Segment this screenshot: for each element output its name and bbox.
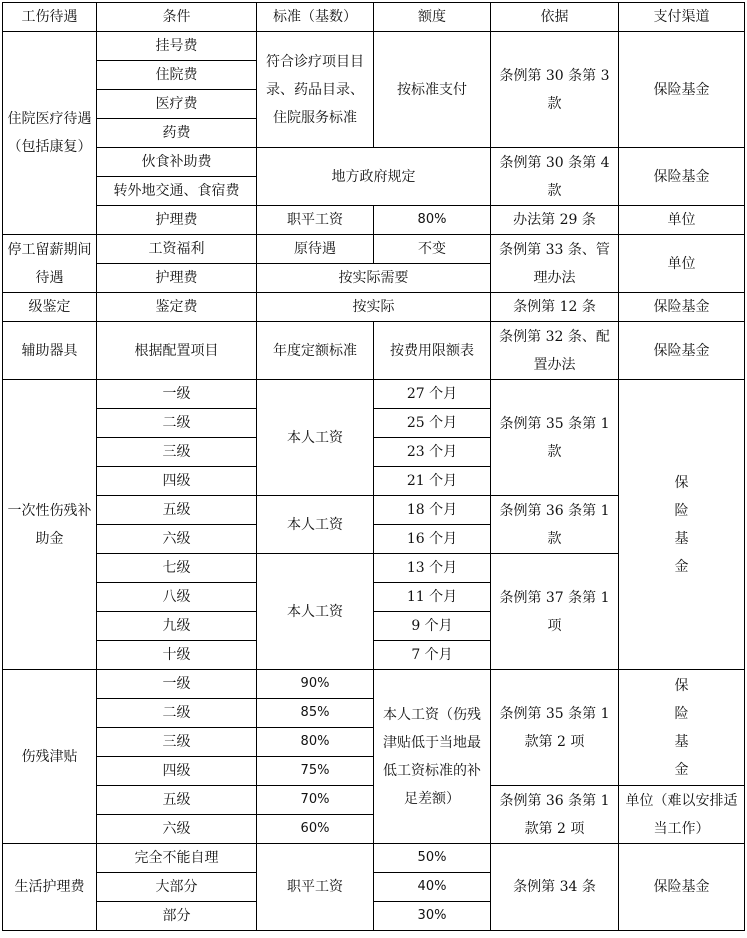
channel-cell: 保险基金 [619,322,745,380]
category-cell: 住院医疗待遇（包括康复） [3,32,97,235]
condition-cell: 完全不能自理 [97,844,257,873]
condition-cell: 根据配置项目 [97,322,257,380]
condition-cell: 大部分 [97,873,257,902]
injury-benefits-table [2,2,745,931]
category-cell: 伤残津贴 [3,670,97,844]
standard-cell: 地方政府规定 [257,148,491,206]
percent-cell: 60% [257,815,374,844]
basis-cell: 条例第 30 条第 3 款 [491,32,619,148]
basis-cell: 条例第 35 条第 1 款 [491,380,619,496]
header-cell: 额度 [374,3,491,32]
standard-cell: 原待遇 [257,235,374,264]
channel-char: 金 [674,558,689,575]
basis-cell: 条例第 37 条第 1 项 [491,554,619,670]
level-cell: 四级 [97,757,257,786]
header-row [3,3,745,32]
standard-cell: 职平工资 [257,206,374,235]
table-row [3,380,745,409]
standard-cell: 按实际 [257,293,491,322]
amount-cell: 不变 [374,235,491,264]
channel-char: 险 [674,705,689,722]
condition-cell: 部分 [97,902,257,931]
level-cell: 二级 [97,699,257,728]
percent-cell: 50% [374,844,491,873]
channel-char: 保 [674,677,689,694]
basis-cell: 条例第 30 条第 4 款 [491,148,619,206]
channel-char: 金 [674,761,689,778]
table-row [3,32,745,61]
table-row [3,322,745,380]
condition-cell: 鉴定费 [97,293,257,322]
months-cell: 7 个月 [374,641,491,670]
level-cell: 六级 [97,525,257,554]
category-cell: 辅助器具 [3,322,97,380]
standard-cell: 本人工资 [257,554,374,670]
basis-cell: 条例第 32 条、配置办法 [491,322,619,380]
level-cell: 七级 [97,554,257,583]
channel-cell: 保险基金 [619,844,745,931]
channel-cell [619,380,745,670]
standard-cell: 本人工资 [257,496,374,554]
basis-cell: 条例第 34 条 [491,844,619,931]
basis-cell: 条例第 12 条 [491,293,619,322]
percent-cell: 75% [257,757,374,786]
header-cell: 支付渠道 [619,3,745,32]
channel-cell: 单位 [619,235,745,293]
condition-cell: 住院费 [97,61,257,90]
basis-cell: 办法第 29 条 [491,206,619,235]
standard-cell: 符合诊疗项目目录、药品目录、住院服务标准 [257,32,374,148]
table-row [3,670,745,699]
header-cell: 条件 [97,3,257,32]
category-cell: 级鉴定 [3,293,97,322]
percent-cell: 85% [257,699,374,728]
amount-cell: 按标准支付 [374,32,491,148]
level-cell: 九级 [97,612,257,641]
header-cell: 依据 [491,3,619,32]
level-cell: 六级 [97,815,257,844]
category-cell: 一次性伤残补助金 [3,380,97,670]
basis-cell: 条例第 33 条、管理办法 [491,235,619,293]
amount-cell: 本人工资（伤残津贴低于当地最低工资标准的补足差额） [374,670,491,844]
header-cell: 工伤待遇 [3,3,97,32]
channel-cell: 保险基金 [619,148,745,206]
condition-cell: 转外地交通、食宿费 [97,177,257,206]
percent-cell: 40% [374,873,491,902]
months-cell: 18 个月 [374,496,491,525]
percent-cell: 90% [257,670,374,699]
condition-cell: 护理费 [97,264,257,293]
months-cell: 21 个月 [374,467,491,496]
table-row [3,206,745,235]
table-row [3,844,745,873]
percent-cell: 80% [257,728,374,757]
months-cell: 16 个月 [374,525,491,554]
condition-cell: 护理费 [97,206,257,235]
channel-char: 基 [674,530,689,547]
level-cell: 二级 [97,409,257,438]
condition-cell: 挂号费 [97,32,257,61]
level-cell: 八级 [97,583,257,612]
standard-cell: 本人工资 [257,380,374,496]
standard-cell: 按实际需要 [257,264,491,293]
months-cell: 23 个月 [374,438,491,467]
channel-char: 基 [674,733,689,750]
channel-cell: 保险基金 [619,293,745,322]
months-cell: 11 个月 [374,583,491,612]
basis-cell: 条例第 36 条第 1 款 [491,496,619,554]
basis-cell: 条例第 36 条第 1 款第 2 项 [491,786,619,844]
amount-cell: 按费用限额表 [374,322,491,380]
condition-cell: 医疗费 [97,90,257,119]
months-cell: 9 个月 [374,612,491,641]
level-cell: 三级 [97,728,257,757]
level-cell: 一级 [97,670,257,699]
channel-cell: 保险基金 [619,32,745,148]
level-cell: 四级 [97,467,257,496]
channel-cell [619,670,745,786]
level-cell: 三级 [97,438,257,467]
category-cell: 生活护理费 [3,844,97,931]
channel-cell: 单位 [619,206,745,235]
category-cell: 停工留薪期间待遇 [3,235,97,293]
months-cell: 25 个月 [374,409,491,438]
standard-cell: 年度定额标准 [257,322,374,380]
channel-char: 险 [674,502,689,519]
months-cell: 27 个月 [374,380,491,409]
level-cell: 五级 [97,786,257,815]
condition-cell: 工资福利 [97,235,257,264]
standard-cell: 职平工资 [257,844,374,931]
channel-char: 保 [674,474,689,491]
table-row [3,293,745,322]
header-cell: 标准（基数） [257,3,374,32]
amount-cell: 80% [374,206,491,235]
channel-cell: 单位（难以安排适当工作） [619,786,745,844]
condition-cell: 药费 [97,119,257,148]
table-row [3,148,745,177]
basis-cell: 条例第 35 条第 1 款第 2 项 [491,670,619,786]
percent-cell: 30% [374,902,491,931]
level-cell: 一级 [97,380,257,409]
months-cell: 13 个月 [374,554,491,583]
condition-cell: 伙食补助费 [97,148,257,177]
level-cell: 十级 [97,641,257,670]
table-row [3,235,745,264]
level-cell: 五级 [97,496,257,525]
percent-cell: 70% [257,786,374,815]
